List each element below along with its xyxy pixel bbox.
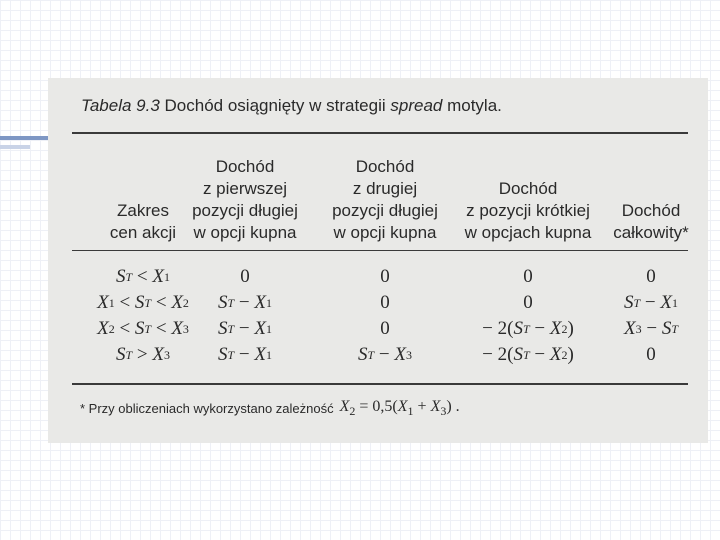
- scanned-table-image: [48, 78, 708, 443]
- cell-short-4: − 2( S T − X 2 ): [482, 344, 574, 365]
- cell-short-2: 0: [523, 292, 533, 313]
- header-first-long-call: [180, 144, 310, 244]
- header-line: Dochód: [498, 179, 558, 198]
- header-line: w opcji kupna: [333, 223, 437, 242]
- cell-range-3: X 2 < S T < X 3: [97, 318, 189, 339]
- header-line: w opcji kupna: [193, 223, 297, 242]
- cell-total-3: X 3 − S T: [623, 318, 678, 339]
- caption-text: Dochód osiągnięty w strategii: [164, 96, 386, 115]
- footnote-text: * Przy obliczeniach wykorzystano zależność: [80, 401, 334, 416]
- table-rule-top: [72, 132, 688, 134]
- header-line: Dochód: [355, 157, 415, 176]
- cell-first-long-1: 0: [240, 266, 250, 287]
- caption-suffix: motyla.: [447, 96, 502, 115]
- header-total: [601, 144, 701, 244]
- cell-range-1: S T < X 1: [115, 266, 170, 287]
- header-line: Dochód: [621, 201, 681, 220]
- cell-first-long-2: S T − X 1: [217, 292, 272, 313]
- cell-total-4: 0: [646, 344, 656, 365]
- header-short-calls: [453, 144, 603, 244]
- footnote-formula: $X_2 = 0,5(X_1 + X_3)$ .: [339, 398, 460, 418]
- decorative-line-bottom: [0, 145, 30, 149]
- table-footnote: [80, 398, 460, 419]
- cell-first-long-3: S T − X 1: [217, 318, 272, 339]
- cell-total-2: S T − X 1: [623, 292, 678, 313]
- cell-short-3: − 2( S T − X 2 ): [482, 318, 574, 339]
- caption-label: Tabela 9.3: [81, 96, 160, 115]
- cell-second-long-4: S T − X 3: [357, 344, 412, 365]
- cell-range-2: X 1 < S T < X 2: [97, 292, 189, 313]
- table-caption: [81, 96, 502, 116]
- header-line: Zakres: [117, 201, 169, 220]
- header-line: z pozycji krótkiej: [466, 201, 590, 220]
- header-line: Dochód: [215, 157, 275, 176]
- cell-second-long-3: 0: [380, 318, 390, 339]
- header-line: z pierwszej: [202, 179, 288, 198]
- cell-total-1: 0: [646, 266, 656, 287]
- decorative-line-top: [0, 136, 48, 140]
- header-line: cen akcji: [109, 223, 177, 242]
- cell-short-1: 0: [523, 266, 533, 287]
- header-line: pozycji długiej: [192, 201, 298, 220]
- cell-second-long-2: 0: [380, 292, 390, 313]
- cell-range-4: S T > X 3: [115, 344, 170, 365]
- cell-second-long-1: 0: [380, 266, 390, 287]
- header-line: w opcjach kupna: [464, 223, 592, 242]
- caption-emphasis: spread: [390, 96, 443, 115]
- table-rule-bottom: [72, 383, 688, 385]
- header-line: całkowity*: [613, 223, 689, 242]
- table-rule-middle: [72, 250, 688, 251]
- header-line: z drugiej: [352, 179, 418, 198]
- header-line: pozycji długiej: [332, 201, 438, 220]
- cell-first-long-4: S T − X 1: [217, 344, 272, 365]
- header-second-long-call: [320, 144, 450, 244]
